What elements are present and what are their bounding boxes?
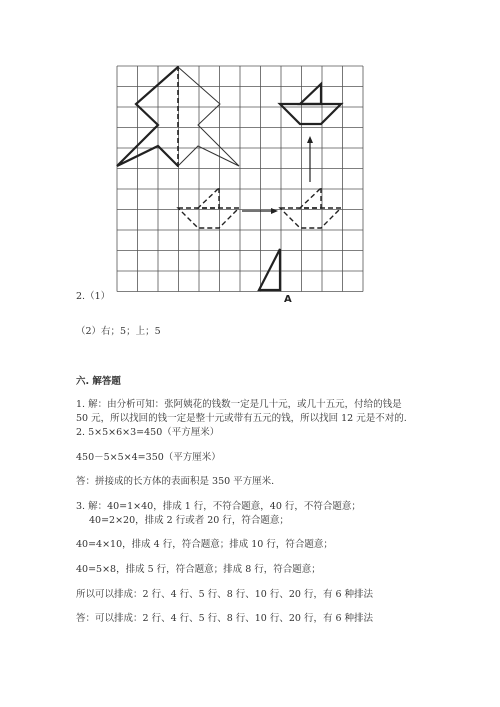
solution-3-line4: 40=5×8，排成 5 行，符合题意；排成 8 行，符合题意； (76, 564, 321, 575)
solution-3-line2: 40=2×20，排成 2 行或者 20 行，符合题意； (89, 515, 289, 526)
answer-2-1: 2.（1） (76, 291, 111, 302)
solution-1-line1: 1. 解：由分析可知：张阿姨花的钱数一定是几十元，或几十五元，付给的钱是 (76, 399, 402, 410)
boat-translated-dashed (280, 188, 341, 228)
arrow-up (307, 136, 313, 182)
solution-2-line2: 450－5×5×4=350（平方厘米） (76, 452, 221, 463)
boat-final-solid (280, 84, 341, 124)
left-shape-mirror (178, 67, 239, 166)
solution-3-line1: 3. 解：40=1×40，排成 1 行，不符合题意，40 行，不符合题意； (76, 501, 361, 512)
solution-3-line3: 40=4×10，排成 4 行，符合题意；排成 10 行，符合题意； (76, 539, 333, 550)
boat-original-dashed (178, 188, 239, 228)
grid-figure (0, 0, 500, 320)
solution-1-line2: 50 元，所以找回的钱一定是整十元或带有五元的钱，所以找回 12 元是不对的. (76, 413, 407, 424)
solution-3-line5: 所以可以排成：2 行、4 行、5 行、8 行、10 行、20 行，有 6 种排法 (76, 589, 374, 600)
point-label-a: A (284, 294, 292, 305)
solution-3-answer: 答：可以排成：2 行、4 行、5 行、8 行、10 行、20 行，有 6 种排法 (76, 613, 374, 624)
solution-2-answer: 答：拼接成的长方体的表面积是 350 平方厘米. (76, 476, 275, 487)
grid-lines (117, 66, 363, 292)
left-shape-solid (117, 67, 178, 166)
solution-2-line1: 2. 5×5×6×3=450（平方厘米） (76, 427, 220, 438)
answer-2-2: （2）右；5；上；5 (76, 326, 161, 337)
triangle-a (259, 249, 280, 290)
section-heading: 六. 解答题 (76, 376, 121, 387)
arrow-right (242, 208, 278, 214)
